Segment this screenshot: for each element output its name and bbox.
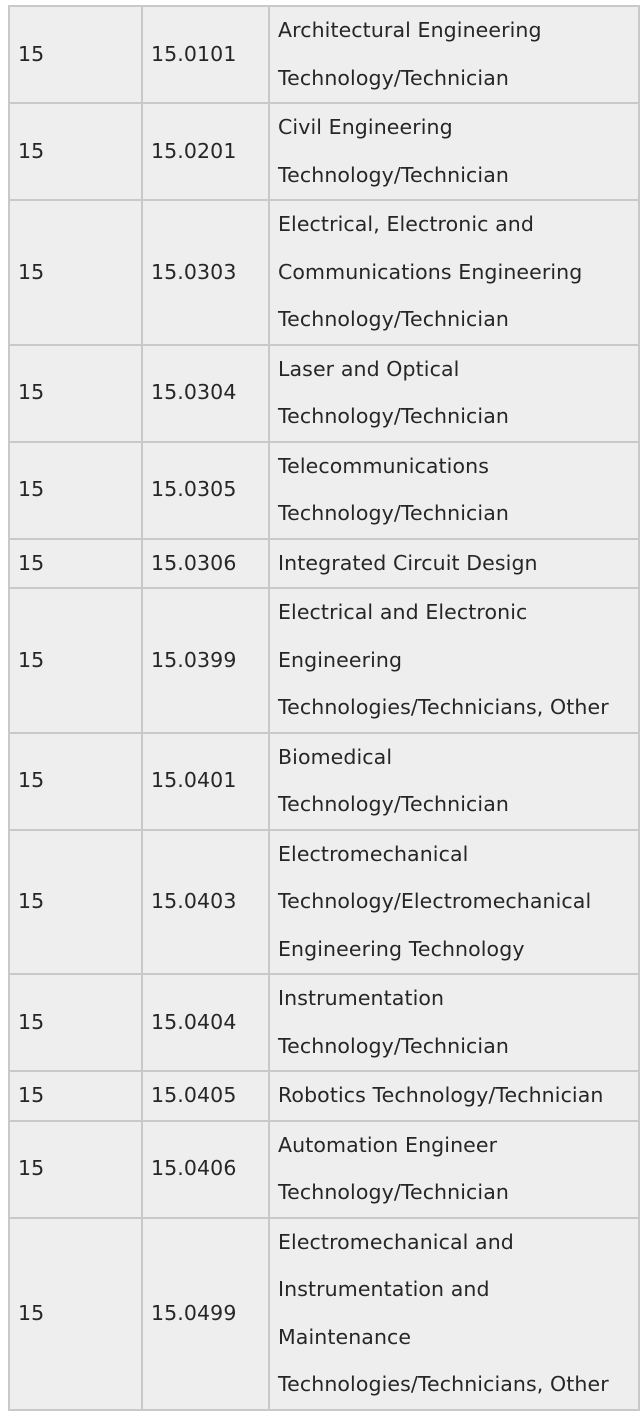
table-row	[9, 1121, 639, 1218]
table-row	[9, 1071, 639, 1121]
cip-code-cell: 15.0405	[142, 1071, 269, 1121]
program-title-line: Engineering	[278, 647, 403, 672]
program-title-line: Instrumentation	[278, 986, 445, 1010]
cip-code-cell: 15.0403	[142, 830, 269, 975]
cip-code-cell: 15.0404	[142, 974, 269, 1071]
program-title-line: Technology/Technician	[278, 162, 509, 187]
program-title-line: Technology/Technician	[278, 307, 509, 331]
table-row	[9, 539, 639, 589]
program-title-line: Electrical and Electronic	[278, 600, 528, 624]
series-cell: 15	[9, 974, 142, 1071]
cip-code-table	[8, 5, 640, 1411]
program-title-cell	[269, 588, 639, 733]
series-cell: 15	[9, 830, 142, 975]
program-title-line: Technologies/Technicians, Other	[278, 1372, 609, 1396]
program-title-line: Technology/Electromechanical	[278, 889, 592, 913]
cip-table-container	[8, 5, 638, 1411]
table-row	[9, 588, 639, 733]
program-title-line: Biomedical	[278, 744, 393, 769]
cip-code-cell: 15.0303	[142, 200, 269, 345]
program-title-cell	[269, 539, 639, 589]
program-title-line: Technology/Technician	[278, 65, 509, 90]
table-row	[9, 6, 639, 103]
program-title-line: Technology/Technician	[278, 501, 509, 525]
series-cell: 15	[9, 1218, 142, 1410]
program-title-line: Technology/Technician	[278, 1033, 509, 1058]
program-title-cell	[269, 103, 639, 200]
program-title-cell	[269, 6, 639, 103]
program-title-line: Civil Engineering	[278, 115, 453, 139]
series-cell: 15	[9, 588, 142, 733]
program-title-cell	[269, 1071, 639, 1121]
table-row	[9, 1218, 639, 1410]
program-title-line: Laser and Optical	[278, 356, 460, 381]
cip-code-cell: 15.0406	[142, 1121, 269, 1218]
program-title-line: Instrumentation and	[278, 1277, 490, 1301]
cip-code-cell: 15.0101	[142, 6, 269, 103]
cip-code-cell: 15.0304	[142, 345, 269, 442]
program-title-cell	[269, 733, 639, 830]
program-title-line: Engineering Technology	[278, 936, 525, 961]
program-title-cell	[269, 442, 639, 539]
program-title-line: Technology/Technician	[278, 792, 509, 816]
program-title-line: Telecommunications	[278, 453, 489, 478]
program-title-line: Technology/Technician	[278, 1180, 509, 1204]
series-cell: 15	[9, 442, 142, 539]
cip-code-cell: 15.0499	[142, 1218, 269, 1410]
table-body	[9, 6, 639, 1410]
cip-code-cell: 15.0305	[142, 442, 269, 539]
table-row	[9, 974, 639, 1071]
program-title-line: Robotics Technology/Technician	[278, 1083, 604, 1107]
program-title-cell	[269, 1218, 639, 1410]
program-title-line: Maintenance	[278, 1324, 412, 1349]
program-title-line: Integrated Circuit Design	[278, 550, 538, 575]
table-row	[9, 200, 639, 345]
series-cell: 15	[9, 103, 142, 200]
cip-code-cell: 15.0201	[142, 103, 269, 200]
program-title-line: Technologies/Technicians, Other	[278, 695, 609, 719]
program-title-line: Architectural Engineering	[278, 18, 542, 42]
cip-code-cell: 15.0399	[142, 588, 269, 733]
program-title-cell	[269, 974, 639, 1071]
series-cell: 15	[9, 6, 142, 103]
table-row	[9, 830, 639, 975]
series-cell: 15	[9, 345, 142, 442]
series-cell: 15	[9, 539, 142, 589]
series-cell: 15	[9, 733, 142, 830]
table-row	[9, 442, 639, 539]
series-cell: 15	[9, 1121, 142, 1218]
cip-code-cell: 15.0401	[142, 733, 269, 830]
program-title-line: Electromechanical and	[278, 1229, 514, 1254]
program-title-line: Communications Engineering	[278, 259, 583, 284]
program-title-cell	[269, 1121, 639, 1218]
table-row	[9, 103, 639, 200]
series-cell: 15	[9, 1071, 142, 1121]
program-title-cell	[269, 345, 639, 442]
cip-code-cell: 15.0306	[142, 539, 269, 589]
table-row	[9, 733, 639, 830]
program-title-cell	[269, 200, 639, 345]
program-title-line: Electromechanical	[278, 841, 469, 866]
program-title-cell	[269, 830, 639, 975]
program-title-line: Automation Engineer	[278, 1132, 498, 1157]
program-title-line: Technology/Technician	[278, 404, 509, 428]
program-title-line: Electrical, Electronic and	[278, 212, 534, 236]
series-cell: 15	[9, 200, 142, 345]
table-row	[9, 345, 639, 442]
